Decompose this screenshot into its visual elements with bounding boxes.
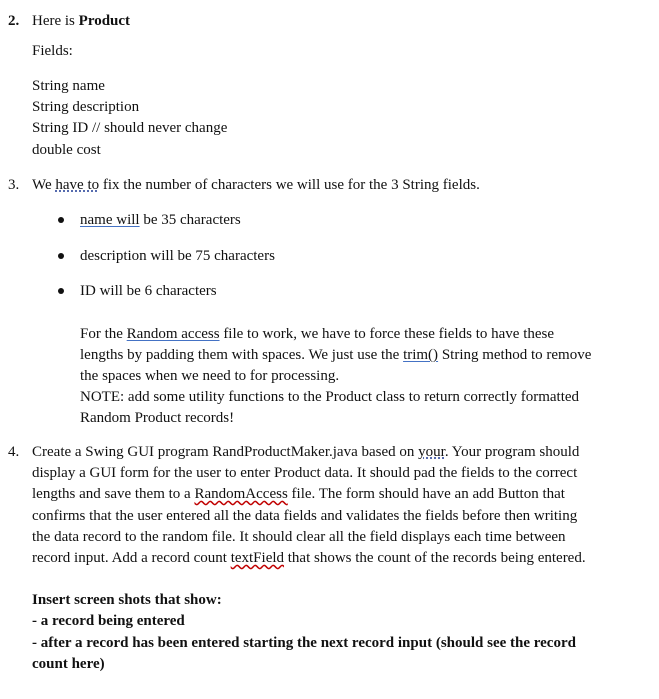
note-line-1-a: For the [80, 326, 127, 342]
item-4-line-1-c: . Your program should [444, 444, 580, 460]
trim-text: trim() [403, 347, 439, 363]
item-4-line-2: display a GUI form for the user to enter Product data. It should pad the fields to the correct [32, 465, 578, 481]
item-4-line-6-c: that shows the count of the records being entered. [284, 550, 586, 566]
note-line-3: the spaces when we need to for processing. [80, 368, 340, 384]
item-4-line-1-a: Create a Swing GUI program RandProductMaker.java based on [32, 444, 419, 460]
note-line-2-a: lengths by padding them with spaces. We just use the [80, 347, 404, 363]
item-4-line-6 [32, 549, 586, 567]
note-line-1-c: file to work, we have to force these fields to have these [219, 326, 555, 342]
item-4-line-4: confirms that the user entered all the data fields and validates the fields before then writing [32, 508, 578, 524]
bullet-description: description will be 75 characters [80, 248, 275, 264]
item-4-line-5: the data record to the random file. It should clear all the field displays each time between [32, 529, 566, 545]
note-line-1 [80, 325, 554, 343]
item-4-line-3-a: lengths and save them to a [32, 486, 195, 502]
bullet-name [80, 211, 241, 229]
item-4-line-3 [32, 485, 565, 503]
item-2-intro: Here is [32, 13, 79, 29]
item-2-number: 2. [8, 13, 20, 29]
bullet-2 [58, 253, 64, 259]
have-to-text: have to [55, 177, 100, 193]
field-description: String description [32, 99, 140, 115]
bullet-id: ID will be 6 characters [80, 283, 217, 299]
item-2-heading [32, 12, 130, 30]
screenshot-req-1: - a record being entered [32, 613, 185, 629]
note-line-4: NOTE: add some utility functions to the Product class to return correctly formatted [80, 389, 580, 405]
random-access-text: Random access [126, 326, 220, 342]
name-will-text: name will [80, 212, 140, 228]
note-line-2 [80, 346, 591, 364]
textfield-text: textField [230, 550, 285, 566]
item-4-line-3-c: file. The form should have an add Button that [287, 486, 565, 502]
item-4-line-6-a: record input. Add a record count [32, 550, 231, 566]
note-line-2-c: String method to remove [438, 347, 592, 363]
item-3-line-1 [32, 176, 480, 194]
bullet-name-rest: be 35 characters [139, 212, 241, 228]
item-3-number: 3. [8, 177, 20, 193]
item-3-line-1-c: fix the number of characters we will use for the 3 String fields. [99, 177, 480, 193]
screenshot-req-2: - after a record has been entered starting the next record input (should see the record [32, 635, 576, 651]
item-2-product: Product [78, 13, 131, 29]
field-cost: double cost [32, 142, 101, 158]
item-4-line-1 [32, 443, 579, 461]
field-id: String ID // should never change [32, 120, 228, 136]
item-3-line-1-a: We [32, 177, 56, 193]
bullet-1 [58, 217, 64, 223]
field-name: String name [32, 78, 105, 94]
bullet-3 [58, 288, 64, 294]
randomaccess-text: RandomAccess [194, 486, 288, 502]
your-text: your [418, 444, 445, 460]
item-4-number: 4. [8, 444, 20, 460]
note-line-5: Random Product records! [80, 410, 235, 426]
screenshots-heading: Insert screen shots that show: [32, 592, 222, 608]
screenshot-req-2-cont: count here) [32, 656, 105, 672]
fields-label: Fields: [32, 43, 73, 59]
